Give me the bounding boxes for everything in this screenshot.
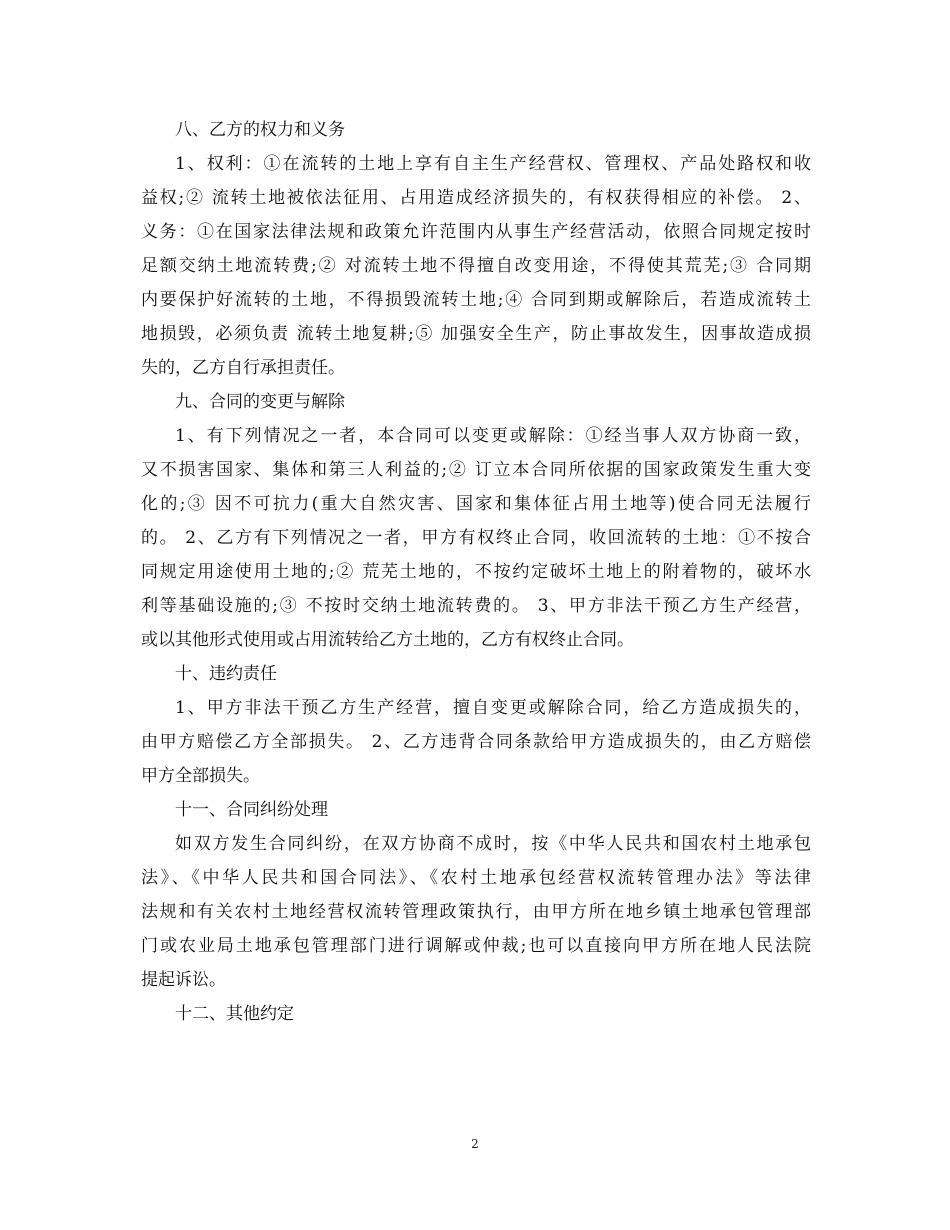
paragraph-line: 又不损害国家、集体和第三人利益的;② 订立本合同所依据的国家政策发生重大变 [141,460,811,480]
page-number: 2 [471,1137,479,1151]
paragraph-line: 足额交纳土地流转费;② 对流转土地不得擅自改变用途，不得使其荒芜;③ 合同期 [141,256,811,276]
paragraph-line: 化的;③ 因不可抗力(重大自然灾害、国家和集体征占用土地等)使合同无法履行 [141,494,811,514]
paragraph-line: 义务：①在国家法律法规和政策允许范围内从事生产经营活动，依照合同规定按时 [141,222,811,242]
paragraph-line: 法》、《中华人民共和国合同法》、《农村土地承包经营权流转管理办法》等法律 [141,868,811,888]
paragraph-line: 益权;② 流转土地被依法征用、占用造成经济损失的，有权获得相应的补偿。 2、 [141,188,811,208]
paragraph-line: 1、权利：①在流转的土地上享有自主生产经营权、管理权、产品处路权和收 [175,154,811,174]
paragraph-line: 门或农业局土地承包管理部门进行调解或仲裁;也可以直接向甲方所在地人民法院 [141,936,811,956]
section-heading-contract-change: 九、合同的变更与解除 [175,392,345,412]
section-heading-party-b-rights: 八、乙方的权力和义务 [175,120,345,140]
section-heading-breach-liability: 十、违约责任 [175,664,277,684]
paragraph-line: 1、有下列情况之一者，本合同可以变更或解除：①经当事人双方协商一致， [175,426,811,446]
paragraph-line: 1、甲方非法干预乙方生产经营，擅自变更或解除合同，给乙方造成损失的， [175,698,811,718]
paragraph-line: 利等基础设施的;③ 不按时交纳土地流转费的。 3、甲方非法干预乙方生产经营， [141,596,811,616]
paragraph-line: 同规定用途使用土地的;② 荒芜土地的，不按约定破坏土地上的附着物的，破坏水 [141,562,811,582]
paragraph-line: 的。 2、乙方有下列情况之一者，甲方有权终止合同，收回流转的土地：①不按合 [141,528,811,548]
paragraph-line: 如双方发生合同纠纷，在双方协商不成时，按《中华人民共和国农村土地承包 [175,834,811,854]
paragraph-line: 提起诉讼。 [141,970,226,990]
section-heading-dispute-resolution: 十一、合同纠纷处理 [175,800,328,820]
paragraph-line: 地损毁，必须负责 流转土地复耕;⑤ 加强安全生产，防止事故发生，因事故造成损 [141,324,811,344]
paragraph-line: 或以其他形式使用或占用流转给乙方土地的，乙方有权终止合同。 [141,630,634,650]
paragraph-line: 甲方全部损失。 [141,766,260,786]
paragraph-line: 内要保护好流转的土地，不得损毁流转土地;④ 合同到期或解除后，若造成流转土 [141,290,811,310]
paragraph-line: 由甲方赔偿乙方全部损失。 2、乙方违背合同条款给甲方造成损失的，由乙方赔偿 [141,732,811,752]
paragraph-line: 失的，乙方自行承担责任。 [141,358,345,378]
document-body [141,113,811,1031]
section-heading-other-agreements: 十二、其他约定 [175,1004,294,1024]
paragraph-line: 法规和有关农村土地经营权流转管理政策执行，由甲方所在地乡镇土地承包管理部 [141,902,811,922]
